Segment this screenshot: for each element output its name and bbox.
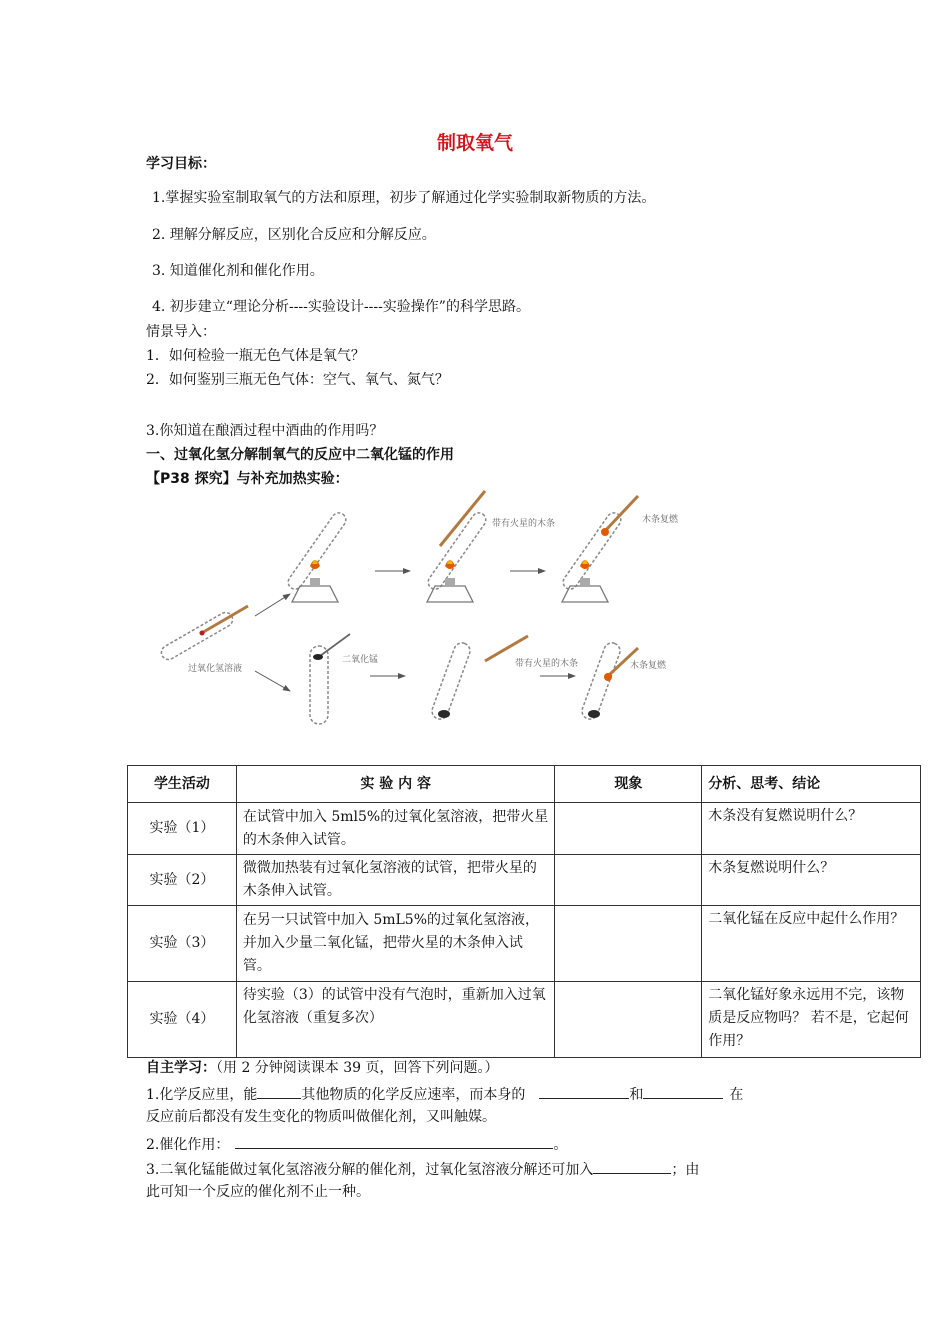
- section-subheading: 【P38 探究】与补充加热实验：: [146, 471, 349, 487]
- activity-cell: 实验（3）: [128, 906, 237, 982]
- goals-heading: 学习目标：: [146, 156, 216, 172]
- q2-text-b: 。: [553, 1137, 568, 1153]
- question-1-line2: 反应前后都没有发生变化的物质叫做催化剂，又叫触媒。: [146, 1109, 496, 1125]
- experiment-table: [127, 765, 921, 1058]
- q1-blank-1[interactable]: [257, 1083, 301, 1099]
- label-stick-relit-top: 木条复燃: [642, 515, 679, 525]
- table-header: 学生活动: [128, 766, 237, 803]
- label-h2o2: 过氧化氢溶液: [188, 664, 243, 674]
- heated-tube-2: [425, 491, 555, 602]
- heated-tube-3: [560, 496, 679, 602]
- analysis-cell: 木条复燃说明什么？: [702, 855, 921, 906]
- self-study-heading: 自主学习：: [146, 1060, 216, 1076]
- activity-cell: 实验（4）: [128, 982, 237, 1058]
- q2-text-a: 2.催化作用：: [146, 1137, 230, 1153]
- tube-mno2-addition: [310, 634, 378, 724]
- experiment-figure: [160, 486, 720, 736]
- intro-question: 2．如何鉴别三瓶无色气体：空气、氧气、氮气？: [146, 372, 449, 388]
- table-header: 实 验 内 容: [236, 766, 555, 803]
- goal-item: 2. 理解分解反应，区别化合反应和分解反应。: [152, 227, 436, 243]
- q3-text-b: ；由: [671, 1162, 700, 1178]
- tube-mno2-stick: [430, 636, 578, 721]
- question-3-line2: 此可知一个反应的催化剂不止一种。: [146, 1184, 370, 1200]
- section-heading: 一、过氧化氢分解制氧气的反应中二氧化锰的作用: [146, 447, 454, 463]
- phenomenon-cell[interactable]: [555, 855, 702, 906]
- label-stick-relit-bottom: 木条复燃: [630, 661, 667, 671]
- label-mno2: 二氧化锰: [342, 655, 379, 665]
- q3-text-a: 3.二氧化锰能做过氧化氢溶液分解的催化剂，过氧化氢溶液分解还可加入: [146, 1162, 594, 1178]
- table-row: [128, 906, 921, 982]
- activity-cell: 实验（1）: [128, 803, 237, 855]
- question-1: [146, 1083, 743, 1105]
- q1-text-c: 和: [629, 1087, 644, 1103]
- q1-text-a: 1.化学反应里，能: [146, 1087, 258, 1103]
- table-header: 分析、思考、结论: [702, 766, 921, 803]
- goal-item: 3. 知道催化剂和催化作用。: [152, 263, 324, 279]
- q1-text-d: 在: [729, 1087, 744, 1103]
- goal-item: 1.掌握实验室制取氧气的方法和原理，初步了解通过化学实验制取新物质的方法。: [152, 190, 656, 206]
- table-header: 现象: [555, 766, 702, 803]
- table-row: [128, 855, 921, 906]
- analysis-cell: 二氧化锰在反应中起什么作用？: [702, 906, 921, 982]
- label-stick-glowing-2: 带有火星的木条: [515, 659, 579, 669]
- q1-blank-2[interactable]: [539, 1083, 629, 1099]
- q2-blank[interactable]: [235, 1133, 553, 1149]
- q1-blank-3[interactable]: [643, 1083, 723, 1099]
- analysis-cell: 二氧化锰好象永远用不完，该物质是反应物吗？ 若不是，它起何作用？: [702, 982, 921, 1058]
- self-study-intro: [146, 1058, 499, 1078]
- q3-blank[interactable]: [593, 1158, 671, 1174]
- phenomenon-cell[interactable]: [555, 803, 702, 855]
- q1-text-b: 其他物质的化学反应速率，而本身的: [301, 1087, 526, 1103]
- analysis-cell: 木条没有复燃说明什么？: [702, 803, 921, 855]
- self-study-note: （用 2 分钟阅读课本 39 页，回答下列问题。）: [216, 1060, 499, 1076]
- content-cell: 待实验（3）的试管中没有气泡时，重新加入过氧化氢溶液（重复多次）: [236, 982, 555, 1058]
- heated-tube-1: [285, 510, 348, 602]
- label-stick-glowing: 带有火星的木条: [492, 519, 556, 529]
- content-cell: 在试管中加入 5ml5%的过氧化氢溶液，把带火星的木条伸入试管。: [236, 803, 555, 855]
- question-3: [146, 1158, 699, 1180]
- intro-heading: 情景导入：: [146, 324, 216, 340]
- goal-item: 4. 初步建立“理论分析----实验设计----实验操作”的科学思路。: [152, 299, 530, 315]
- page-title: 制取氧气: [436, 132, 513, 154]
- phenomenon-cell[interactable]: [555, 906, 702, 982]
- content-cell: 微微加热装有过氧化氢溶液的试管，把带火星的木条伸入试管。: [236, 855, 555, 906]
- table-row: [128, 982, 921, 1058]
- table-row: [128, 803, 921, 855]
- intro-question: 3.你知道在酿酒过程中酒曲的作用吗？: [146, 423, 384, 439]
- tube-not-relit: [160, 606, 248, 674]
- question-2: [146, 1133, 567, 1155]
- intro-question: 1．如何检验一瓶无色气体是氧气？: [146, 348, 365, 364]
- content-cell: 在另一只试管中加入 5mL5%的过氧化氢溶液，并加入少量二氧化锰，把带火星的木条伸入试管。: [236, 906, 555, 982]
- phenomenon-cell[interactable]: [555, 982, 702, 1058]
- activity-cell: 实验（2）: [128, 855, 237, 906]
- tube-mno2-relit: [580, 641, 667, 722]
